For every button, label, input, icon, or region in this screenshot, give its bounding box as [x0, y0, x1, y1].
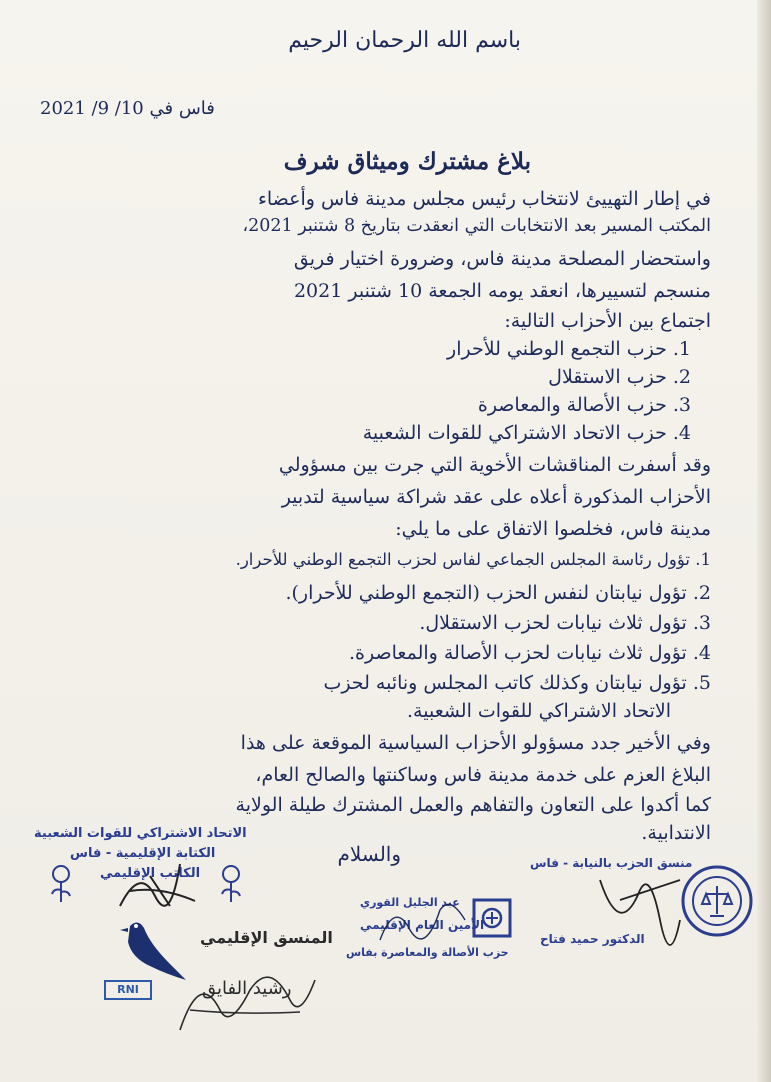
rni-role-label: المنسق الإقليمي	[200, 928, 333, 947]
rni-logo: RNI	[104, 980, 152, 1000]
place-date: فاس في 10/ 9/ 2021	[40, 98, 215, 119]
body-line-4: منسجم لتسييرها، انعقد يومه الجمعة 10 شتنبر 2021	[293, 280, 711, 302]
istiqlal-stamp-line1: منسق الحزب بالنيابة - فاس	[530, 856, 693, 870]
party-list-1: 1. حزب التجمع الوطني للأحرار	[447, 338, 691, 360]
istiqlal-stamp	[530, 850, 760, 980]
party-list-2: 2. حزب الاستقلال	[548, 366, 691, 388]
rose-icon	[218, 864, 244, 904]
pam-stamp	[340, 890, 520, 980]
body-line-20: البلاغ العزم على خدمة مدينة فاس وساكنتها والصالح العام،	[255, 764, 711, 786]
pam-stamp-line3: حزب الأصالة والمعاصرة بفاس	[346, 946, 509, 959]
usfp-stamp-line1: الاتحاد الاشتراكي للقوات الشعبية	[34, 826, 247, 841]
body-line-5: اجتماع بين الأحزاب التالية:	[504, 310, 711, 332]
body-line-21: كما أكدوا على التعاون والتفاهم والعمل المشترك طيلة الولاية	[235, 794, 711, 816]
usfp-stamp-line3: الكاتب الإقليمي	[100, 866, 201, 881]
pam-logo-icon	[472, 898, 512, 938]
body-line-22: الانتدابية.	[641, 822, 711, 844]
agreement-item-1: 1. تؤول رئاسة المجلس الجماعي لفاس لحزب التجمع الوطني للأحرار.	[235, 550, 711, 569]
pam-stamp-line2: الأمين العام الإقليمي	[360, 918, 485, 932]
rni-signature	[170, 960, 320, 1040]
dove-icon	[110, 914, 190, 984]
closing-greeting: والسلام	[337, 842, 401, 866]
basmala: باسم الله الرحمان الرحيم	[288, 28, 521, 53]
body-line-3: واستحضار المصلحة مدينة فاس، وضرورة اختيار فريق	[293, 248, 711, 270]
usfp-stamp	[30, 826, 260, 916]
agreement-item-2: 2. تؤول نيابتان لنفس الحزب (التجمع الوطني للأحرار).	[285, 582, 711, 604]
rni-name: رشيد الفايق	[202, 978, 292, 999]
usfp-stamp-line2: الكتابة الإقليمية - فاس	[70, 846, 216, 861]
agreement-item-4: 4. تؤول ثلاث نيابات لحزب الأصالة والمعاصرة.	[349, 642, 711, 664]
pam-stamp-line1: عبد الجليل القوري	[360, 896, 460, 909]
body-line-2: المكتب المسير بعد الانتخابات التي انعقدت بتاريخ 8 شتنبر 2021،	[242, 216, 711, 236]
body-line-1: في إطار التهييئ لانتخاب رئيس مجلس مدينة فاس وأعضاء	[257, 188, 711, 210]
istiqlal-seal-icon	[680, 864, 754, 938]
body-line-12: مدينة فاس، فخلصوا الاتفاق على ما يلي:	[395, 518, 711, 540]
body-line-10: وقد أسفرت المناقشات الأخوية التي جرت بين مسؤولي	[278, 454, 711, 476]
agreement-item-5: 5. تؤول نيابتان وكذلك كاتب المجلس ونائبه لحزب	[323, 672, 711, 694]
body-line-11: الأحزاب المذكورة أعلاه على عقد شراكة سياسية لتدبير	[281, 486, 711, 508]
agreement-item-3: 3. تؤول ثلاث نيابات لحزب الاستقلال.	[419, 612, 711, 634]
agreement-item-5-cont: الاتحاد الاشتراكي للقوات الشعبية.	[407, 700, 671, 722]
document-title: بلاغ مشترك وميثاق شرف	[283, 148, 531, 175]
body-line-19: وفي الأخير جدد مسؤولو الأحزاب السياسية الموقعة على هذا	[240, 732, 711, 754]
rose-icon	[48, 864, 74, 904]
istiqlal-stamp-line2: الدكتور حميد فتاح	[540, 932, 645, 946]
party-list-3: 3. حزب الأصالة والمعاصرة	[477, 394, 691, 416]
party-list-4: 4. حزب الاتحاد الاشتراكي للقوات الشعبية	[362, 422, 691, 444]
usfp-signature	[110, 856, 200, 916]
